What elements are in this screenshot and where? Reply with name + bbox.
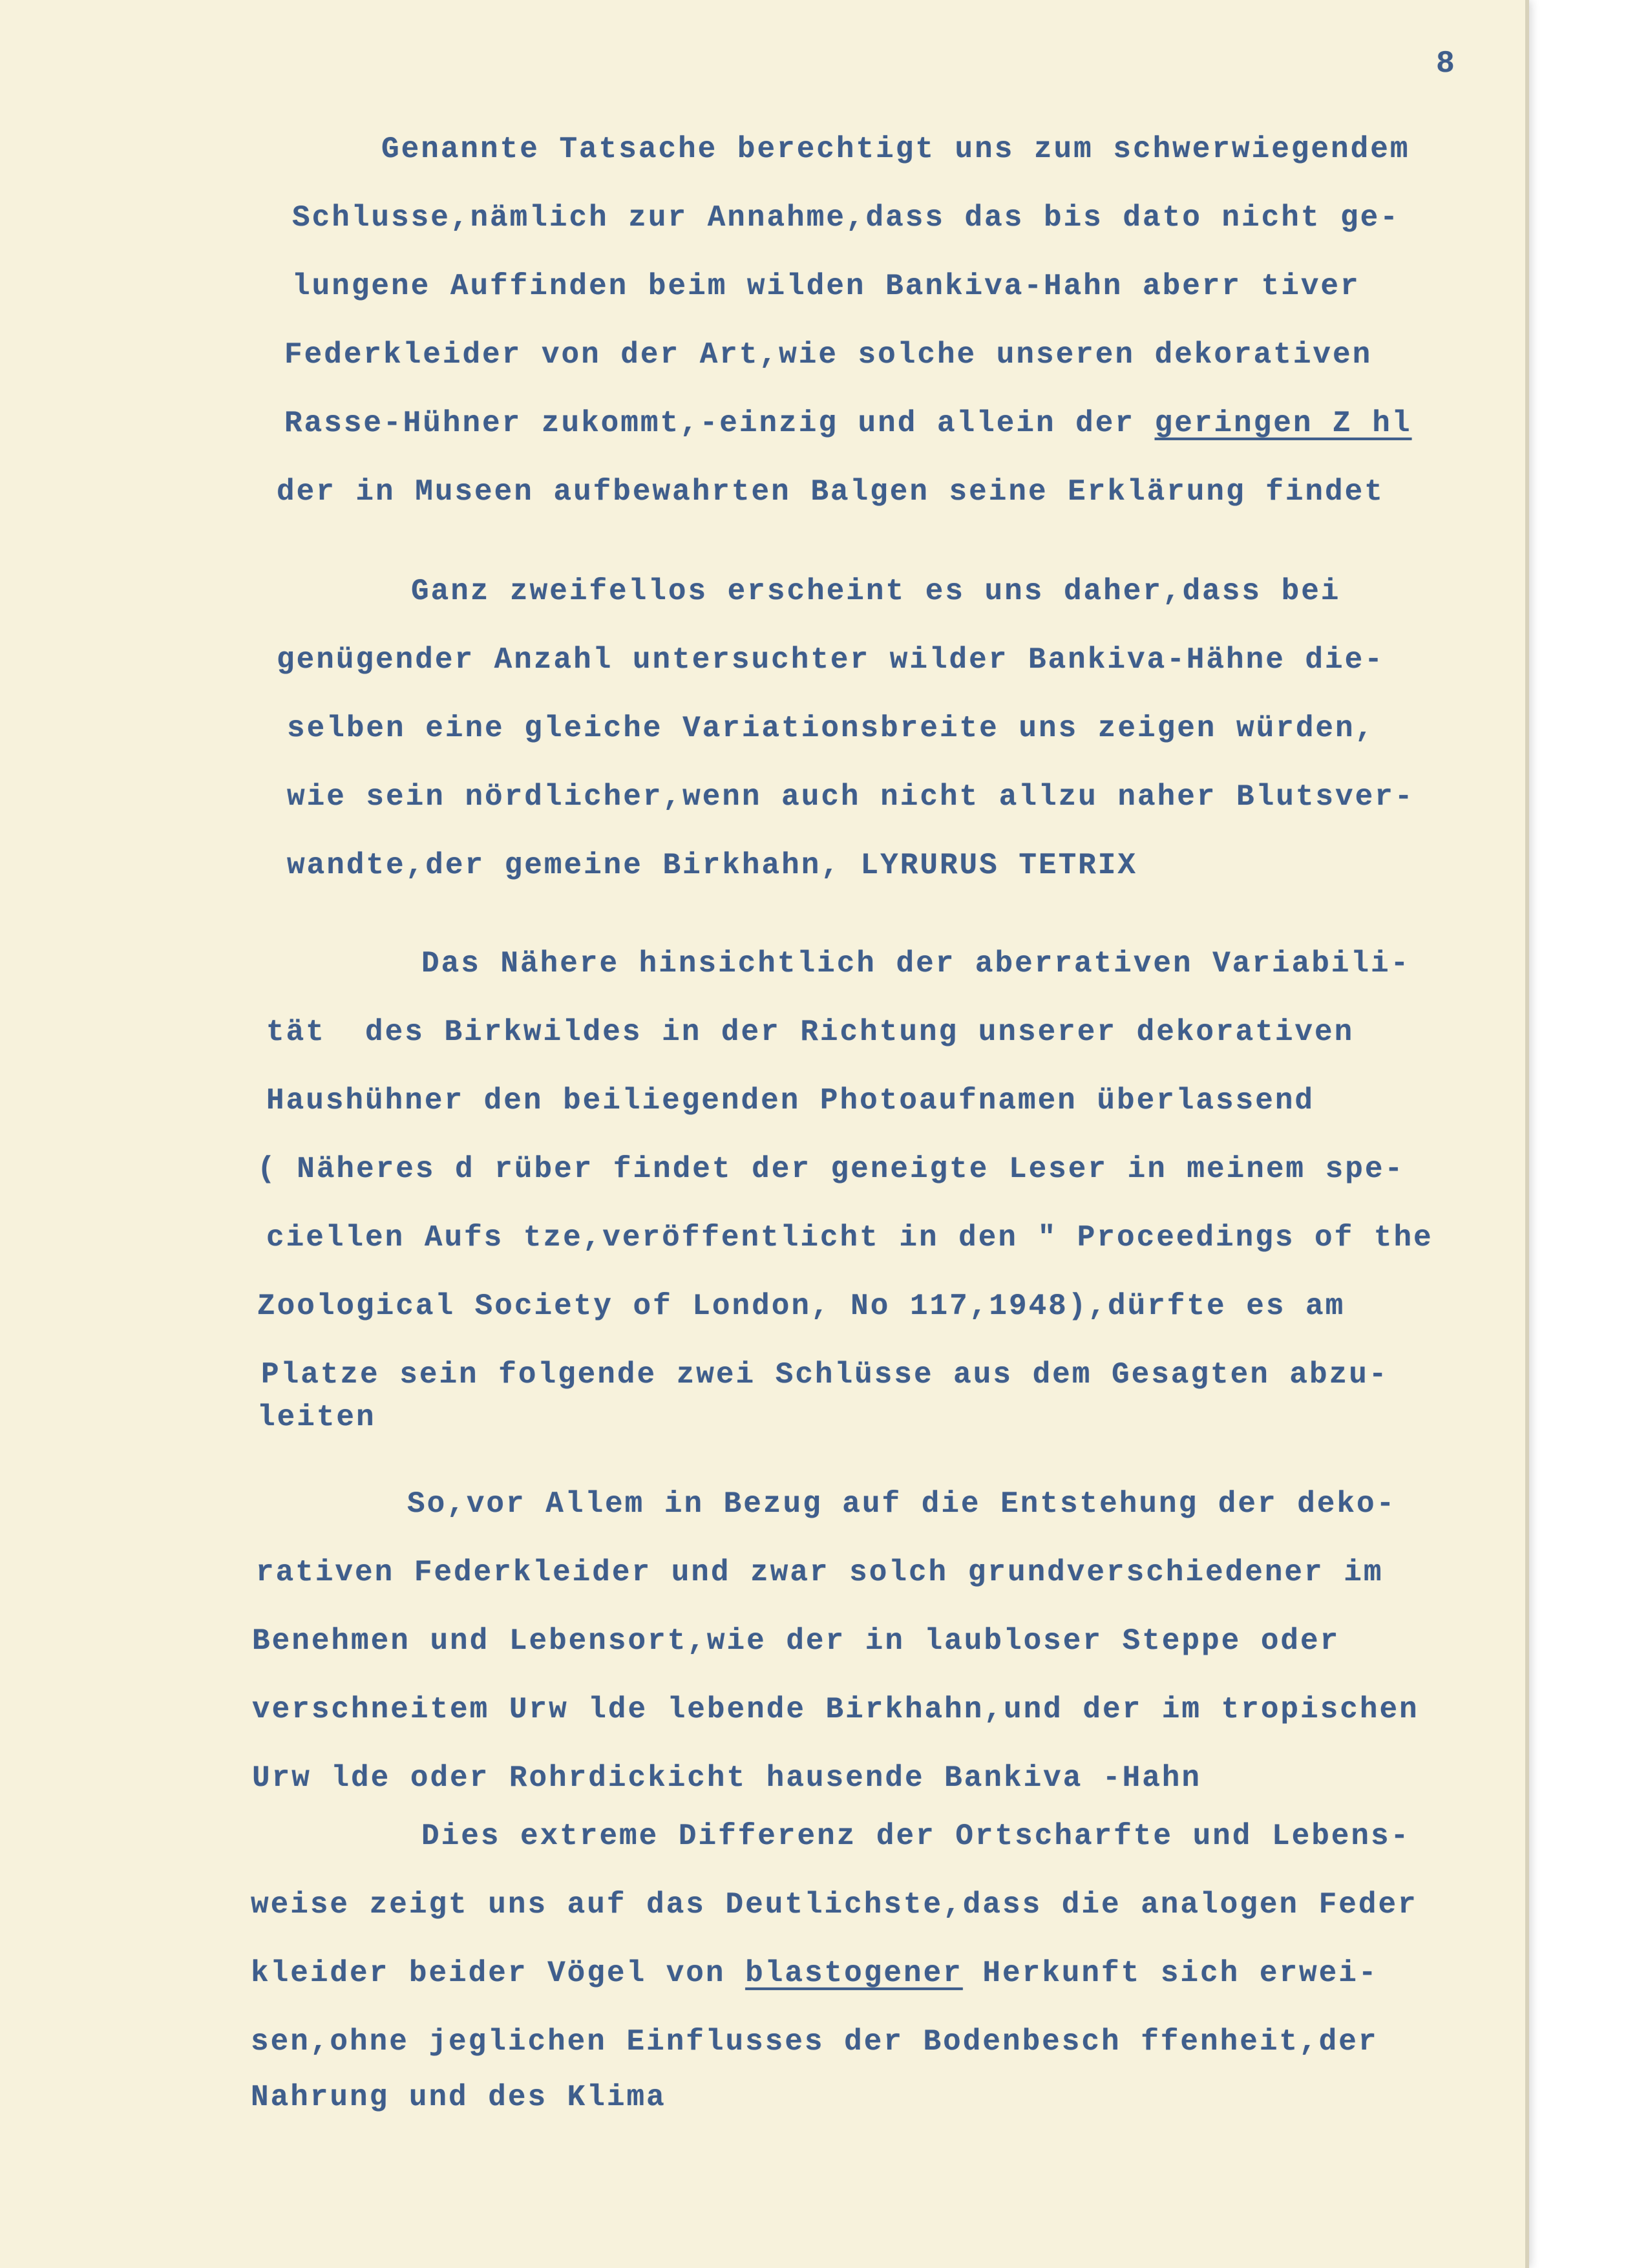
paragraph-5-line-4: sen,ohne jeglichen Einflusses der Bodenbesch ffenheit,der [251, 2025, 1379, 2059]
paragraph-3-line-8: leiten [257, 1401, 376, 1434]
paragraph-5-line-3 [251, 1939, 1378, 2008]
paper-edge [1525, 0, 1529, 2268]
paragraph-1-line-5-text: Rasse-Hühner zukommt,-einzig und allein der [284, 407, 1155, 440]
paragraph-1-line-3: lungene Auffinden beim wilden Bankiva-Hahn aberr tiver [292, 270, 1360, 303]
paragraph-4-line-2: rativen Federkleider und zwar solch grundverschiedener im [256, 1556, 1384, 1589]
paragraph-2-line-3: selben eine gleiche Variationsbreite uns zeigen würden, [287, 712, 1375, 745]
paragraph-1-line-1: Genannte Tatsache berechtigt uns zum schwerwiegendem [381, 132, 1410, 166]
paragraph-1-line-4: Federkleider von der Art,wie solche unseren dekorativen [284, 338, 1373, 372]
underlined-phrase-1: geringen Z hl [1154, 407, 1412, 440]
paragraph-3-line-4: ( Näheres d rüber findet der geneigte Leser in meinem spe- [257, 1152, 1405, 1186]
paragraph-3-line-3: Haushühner den beiliegenden Photoaufnamen überlassend [266, 1084, 1315, 1118]
paragraph-3-line-1: Das Nähere hinsichtlich der aberrativen Variabili- [421, 947, 1411, 980]
paragraph-3-line-5: ciellen Aufs tze,veröffentlicht in den " Proceedings of the [266, 1221, 1433, 1255]
paragraph-5-line-5: Nahrung und des Klima [251, 2081, 666, 2114]
paragraph-2-line-5: wandte,der gemeine Birkhahn, LYRURUS TETRIX [287, 849, 1137, 882]
paragraph-1-line-6: der in Museen aufbewahrten Balgen seine Erklärung findet [277, 475, 1384, 509]
paragraph-4-line-4: verschneitem Urw lde lebende Birkhahn,und der im tropischen [252, 1693, 1419, 1726]
paragraph-1-line-5 [284, 389, 1411, 458]
paragraph-5-line-3-tail: Herkunft sich erwei- [962, 1956, 1379, 1990]
paragraph-3-line-6: Zoological Society of London, No 117,1948),dürfte es am [257, 1289, 1346, 1323]
paragraph-2-line-4: wie sein nördlicher,wenn auch nicht allzu naher Blutsver- [287, 780, 1415, 814]
paragraph-4-line-5: Urw lde oder Rohrdickicht hausende Bankiva -Hahn [252, 1761, 1202, 1795]
paragraph-3-line-2: tät des Birkwildes in der Richtung unserer dekorativen [266, 1015, 1355, 1049]
paragraph-4-line-1: So,vor Allem in Bezug auf die Entstehung der deko- [407, 1487, 1397, 1521]
underlined-phrase-2: blastogener [745, 1956, 963, 1990]
paragraph-4-line-3: Benehmen und Lebensort,wie der in laubloser Steppe oder [252, 1624, 1340, 1658]
paragraph-5-line-1: Dies extreme Differenz der Ortscharfte und Lebens- [421, 1819, 1411, 1853]
paragraph-3-line-7: Platze sein folgende zwei Schlüsse aus dem Gesagten abzu- [261, 1358, 1389, 1392]
page-number: 8 [1436, 47, 1457, 81]
paragraph-5-line-3-text: kleider beider Vögel von [251, 1956, 746, 1990]
paragraph-5-line-2: weise zeigt uns auf das Deutlichste,dass die analogen Feder [251, 1888, 1418, 1922]
paragraph-2-line-1: Ganz zweifellos erscheint es uns daher,dass bei [411, 575, 1341, 608]
paragraph-1-line-2: Schlusse,nämlich zur Annahme,dass das bis dato nicht ge- [292, 201, 1400, 235]
paragraph-2-line-2: genügender Anzahl untersuchter wilder Bankiva-Hähne die- [277, 643, 1384, 677]
